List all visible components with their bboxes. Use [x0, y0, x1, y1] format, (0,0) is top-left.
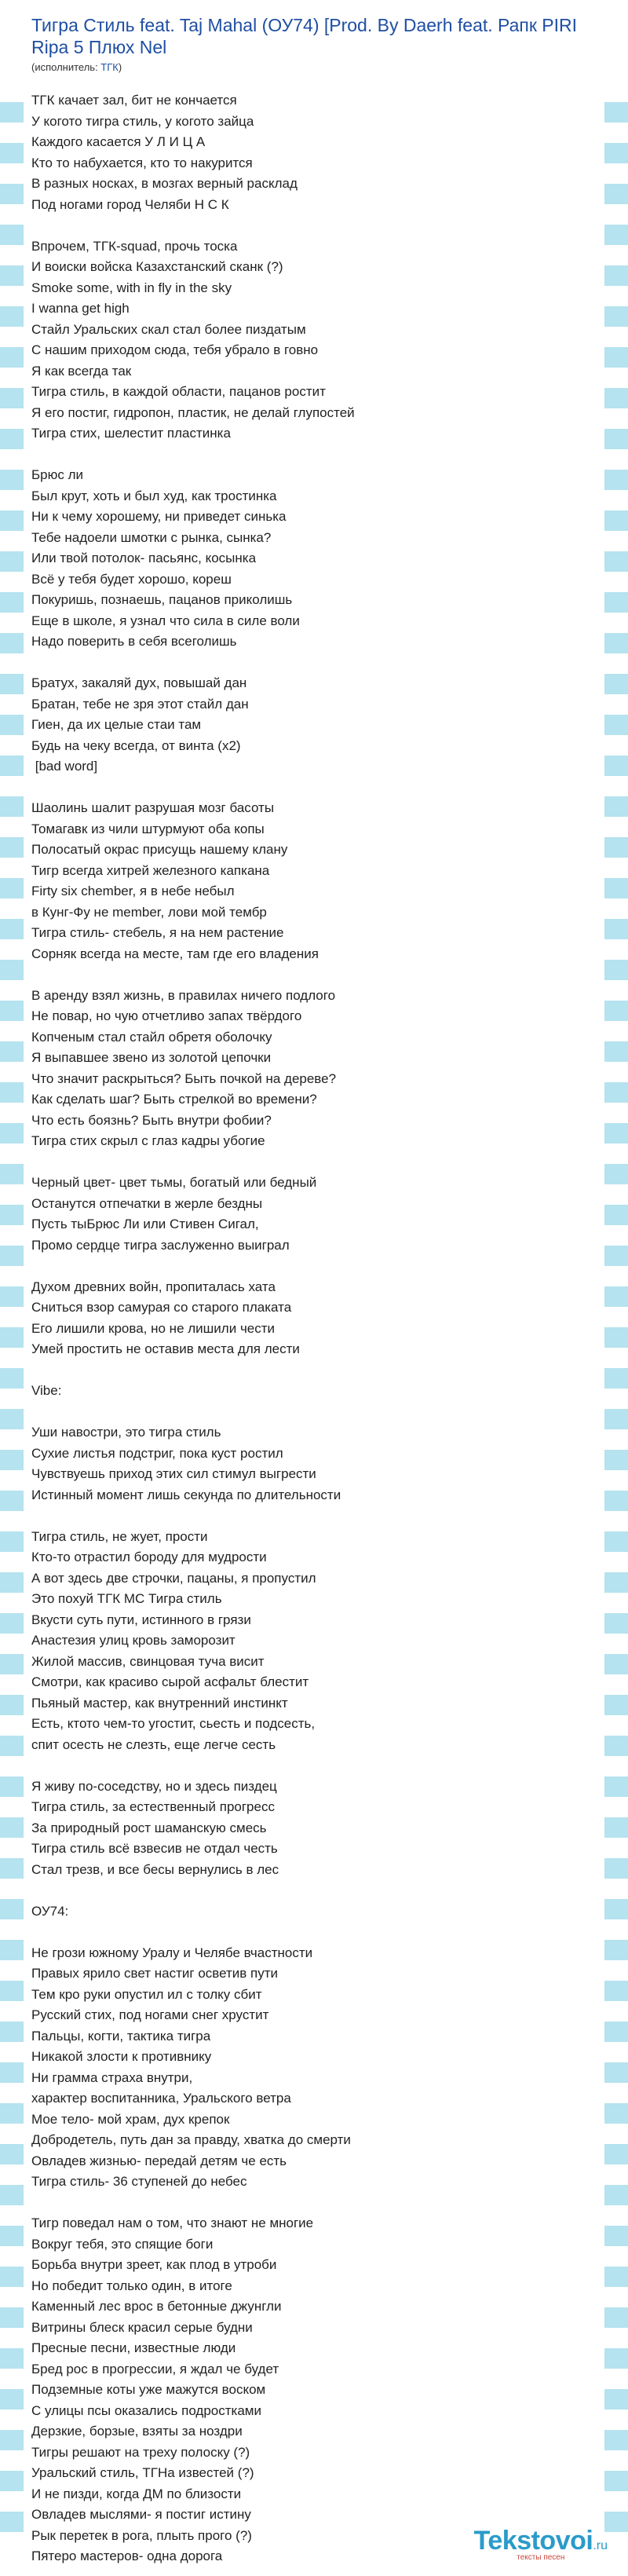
- logo-tagline: тексты песен: [517, 2553, 565, 2562]
- logo-name: Tekstovoi: [473, 2526, 593, 2556]
- performer-close: ): [118, 61, 122, 73]
- performer-line: [31, 61, 597, 73]
- logo-domain: .ru: [593, 2539, 608, 2552]
- site-logo[interactable]: [474, 2526, 608, 2562]
- performer-label: (исполнитель:: [31, 61, 101, 73]
- performer-link[interactable]: ТГК: [100, 61, 119, 73]
- song-title: Тигра Стиль feat. Taj Mahal (ОУ74) [Prod. By Daerh feat. Рапк PIRI Ripa 5 Плюх Nel: [31, 15, 578, 57]
- lyrics-text: ТГК качает зал, бит не кончается У когото тигра стиль, у когото зайца Каждого касается У Л И Ц А Кто то набухается, кто то накурится В разных носках, в мозгах верный расклад Под ногами город Челяби Н С К Впрочем, ТГК-squad, прочь тоска И воиски войска Казахстанский сканк (?) Smoke some, with in fly in the sky I wanna get high Стайл Уральских скал стал более пиздатым С нашим приходом сюда, тебя убрало в говно Я как всегда так Тигра стиль, в каждой области, пацанов ростит Я его постиг, гидропон, пластик, не делай глупостей Тигра стих, шелестит пластинка Брюс ли Был крут, хоть и был худ, как тростинка Ни к чему хорошему, ни приведет синька Тебе надоели шмотки с рынка, сынка? Или твой потолок- пасьянс, косынка Всё у тебя будет хорошо, кореш Покуришь, познаешь, пацанов приколишь Еще в школе, я узнал что сила в силе воли Надо поверить в себя всеголишь Братух, закаляй дух, повышай дан Братан, тебе не зря этот стайл дан Гиен, да их целые стаи там Будь на чеку всегда, от винта (x2) [bad word] Шаолинь шалит разрушая мозг басоты Томагавк из чили штурмуют оба копы Полосатый окрас присущь нашему клану Тигр всегда хитрей железного капкана Firty six chember, я в небе небыл в Кунг-Фу не member, лови мой тембр Тигра стиль- стебель, я на нем растение Сорняк всегда на месте, там где его владения В аренду взял жизнь, в правилах ничего подлого Не повар, но чую отчетливо запах твёрдого Копченым стал стайл обретя оболочку Я выпавшее звено из золотой цепочки Что значит раскрыться? Быть почкой на дереве? Как сделать шаг? Быть стрелкой во времени? Что есть боязнь? Быть внутри фобии? Тигра стих скрыл с глаз кадры убогие Черный цвет- цвет тьмы, богатый или бедный Останутся отпечатки в жерле бездны Пусть тыБрюс Ли или Стивен Сигал, Промо сердце тигра заслуженно выиграл Духом древних войн, пропиталась хата Сниться взор самурая со старого плаката Его лишили крова, но не лишили чести Умей простить не оставив места для лести Vibe: Уши навостри, это тигра стиль Сухие листья подстриг, пока куст ростил Чувствуешь приход этих сил стимул выгрести Истинный момент лишь секунда по длительности Тигра стиль, не жует, прости Кто-то отрастил бороду для мудрости А вот здесь две строчки, пацаны, я пропустил Это похуй ТГК МС Тигра стиль Вкусти суть пути, истинного в грязи Анастезия улиц кровь заморозит Жилой массив, свинцовая туча висит Смотри, как красиво сырой асфальт блестит Пьяный мастер, как внутренний инстинкт Есть, ктото чем-то угостит, сьесть и подсесть, спит осесть не слезть, еще легче сесть Я живу по-соседству, но и здесь пиздец Тигра стиль, за естественный прогресс За природный рост шаманскую смесь Тигра стиль всё взвесив не отдал честь Стал трезв, и все бесы вернулись в лес ОУ74: Не грози южному Уралу и Челябе вчастности Правых ярило свет настиг осветив пути Тем кро руки опустил ил с толку сбит Русский стих, под ногами снег хрустит Пальцы, когти, тактика тигра Никакой злости к противнику Ни грамма страха внутри, характер воспитанника, Уральского ветра Мое тело- мой храм, дух крепок Добродетель, путь дан за правду, хватка до смерти Овладев жизнью- передай детям че есть Тигра стиль- 36 ступеней до небес Тигр поведал нам о том, что знают не многие Вокруг тебя, это спящие боги Борьба внутри зреет, как плод в утроби Но победит только один, в итоге Каменный лес врос в бетонные джунгли Витрины блеск красил серые будни Пресные песни, известные люди Бред рос в прогрессии, я ждал че будет Подземные коты уже мажутся воском С улицы псы оказались подростками Дерзкие, борзые, взяты за ноздри Тигры решают на треху полоску (?) Уральский стиль, ТГНа известей (?) И не пизди, когда ДМ по близости Овладев мыслями- я постиг истину Рык перетек в рога, плыть прого (?) Пятеро мастеров- одна дорога: [31, 93, 355, 2563]
